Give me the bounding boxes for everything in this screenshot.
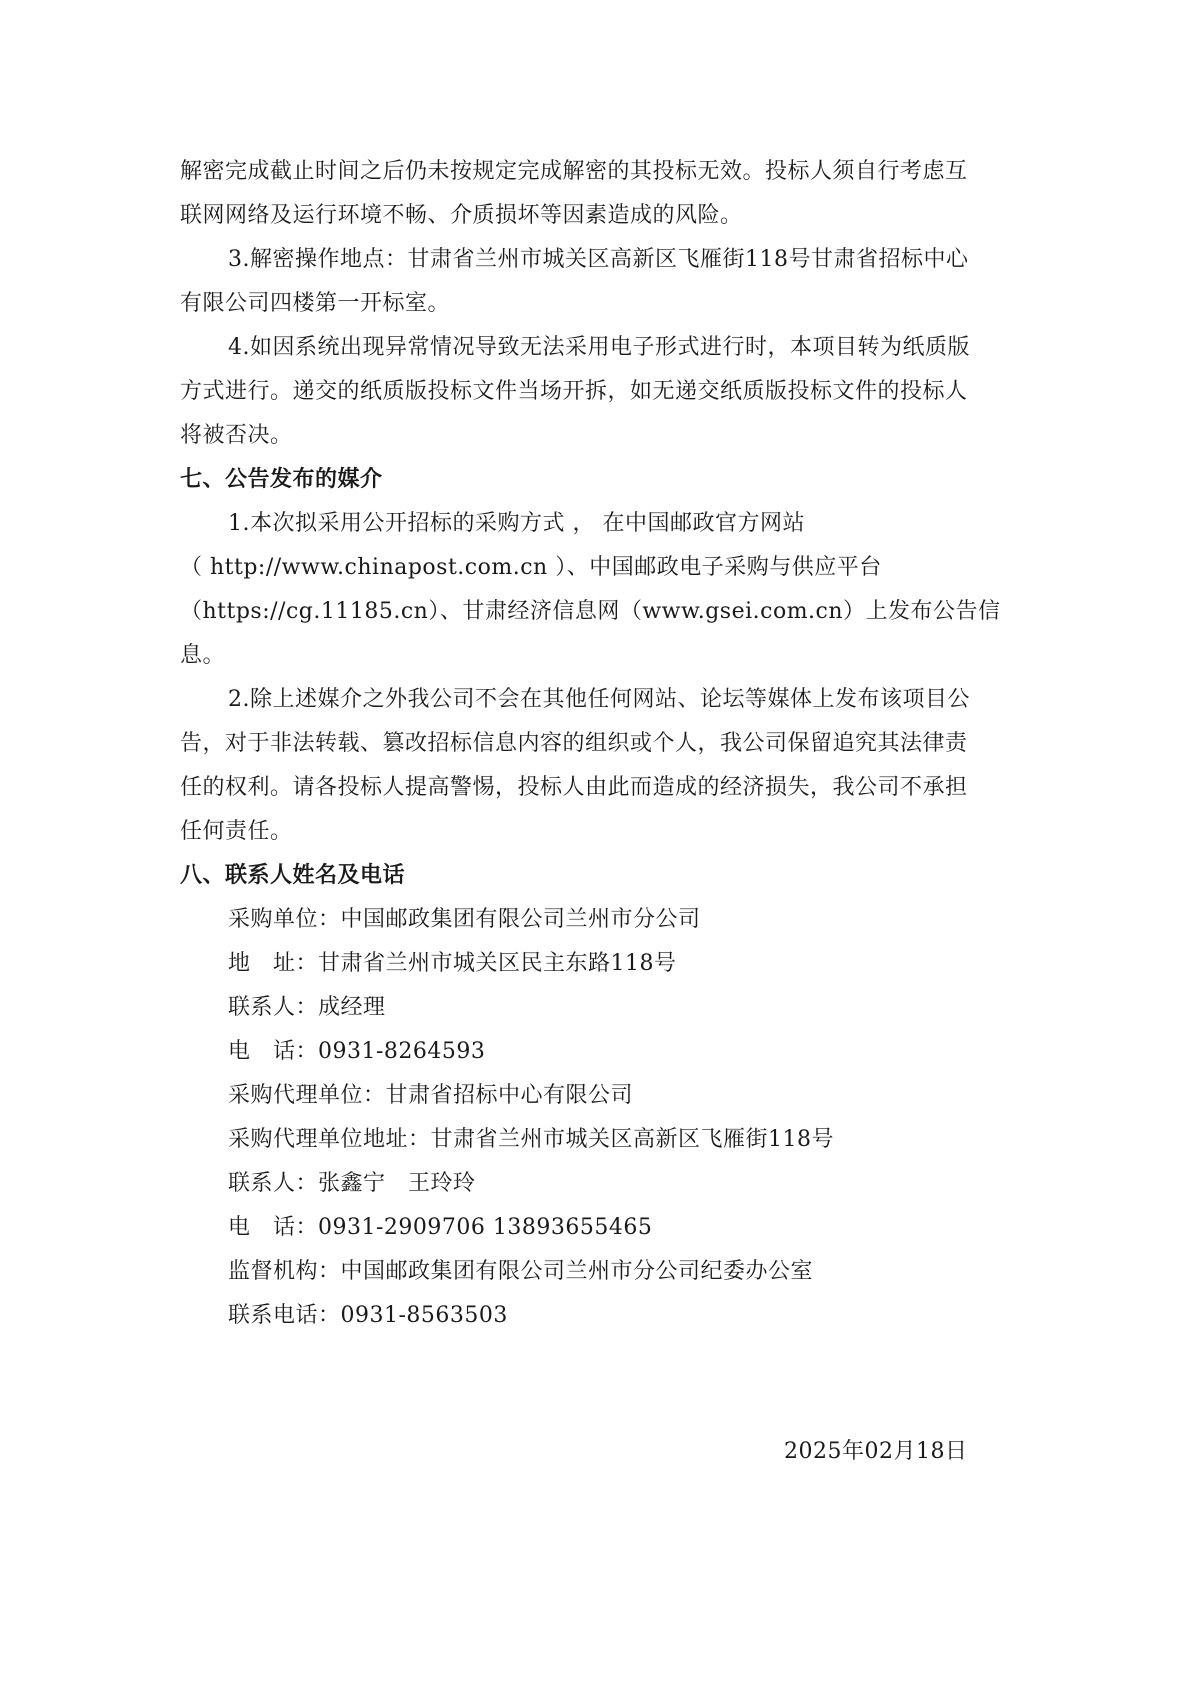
body-line: （https://cg.11185.cn）、甘肃经济信息网（www.gsei.com.cn）上发布公告信 [180,599,1001,624]
purchaser-address-line: 地 址：甘肃省兰州市城关区民主东路118号 [228,951,677,976]
body-line: 告，对于非法转载、篡改招标信息内容的组织或个人，我公司保留追究其法律责 [180,731,968,756]
body-line: 3.解密操作地点：甘肃省兰州市城关区高新区飞雁街118号甘肃省招标中心 [228,247,969,272]
supervisor-line: 监督机构：中国邮政集团有限公司兰州市分公司纪委办公室 [228,1259,814,1284]
purchaser-contact-line: 联系人：成经理 [228,995,386,1020]
body-line: 有限公司四楼第一开标室。 [180,291,451,316]
body-line: 将被否决。 [180,423,293,448]
body-line: 方式进行。递交的纸质版投标文件当场开拆，如无递交纸质版投标文件的投标人 [180,379,968,404]
body-line: 4.如因系统出现异常情况导致无法采用电子形式进行时，本项目转为纸质版 [228,335,970,360]
section-heading-media: 七、公告发布的媒介 [180,467,383,492]
agency-address-line: 采购代理单位地址：甘肃省兰州市城关区高新区飞雁街118号 [228,1127,834,1152]
body-line: 解密完成截止时间之后仍未按规定完成解密的其投标无效。投标人须自行考虑互 [180,159,968,184]
section-heading-contacts: 八、联系人姓名及电话 [180,863,406,888]
body-line: 任何责任。 [180,819,293,844]
purchaser-phone-line: 电 话：0931-8264593 [228,1039,486,1064]
body-line: 1.本次拟采用公开招标的采购方式 ， 在中国邮政官方网站 [228,511,805,536]
body-line: 2.除上述媒介之外我公司不会在其他任何网站、论坛等媒体上发布该项目公 [228,687,970,712]
agency-contact-line: 联系人：张鑫宁 王玲玲 [228,1171,476,1196]
body-line: （ http://www.chinapost.com.cn ）、中国邮政电子采购与供应平台 [180,555,882,580]
document-date: 2025年02月18日 [784,1439,968,1464]
body-line: 联网网络及运行环境不畅、介质损坏等因素造成的风险。 [180,203,743,228]
purchaser-line: 采购单位：中国邮政集团有限公司兰州市分公司 [228,907,701,932]
agency-line: 采购代理单位：甘肃省招标中心有限公司 [228,1083,634,1108]
document-body [180,150,1012,1338]
agency-phone-line: 电 话：0931-2909706 13893655465 [228,1215,653,1240]
body-line: 息。 [180,643,226,668]
body-line: 任的权利。请各投标人提高警惕，投标人由此而造成的经济损失，我公司不承担 [180,775,968,800]
supervisor-phone-line: 联系电话：0931-8563503 [228,1303,508,1328]
